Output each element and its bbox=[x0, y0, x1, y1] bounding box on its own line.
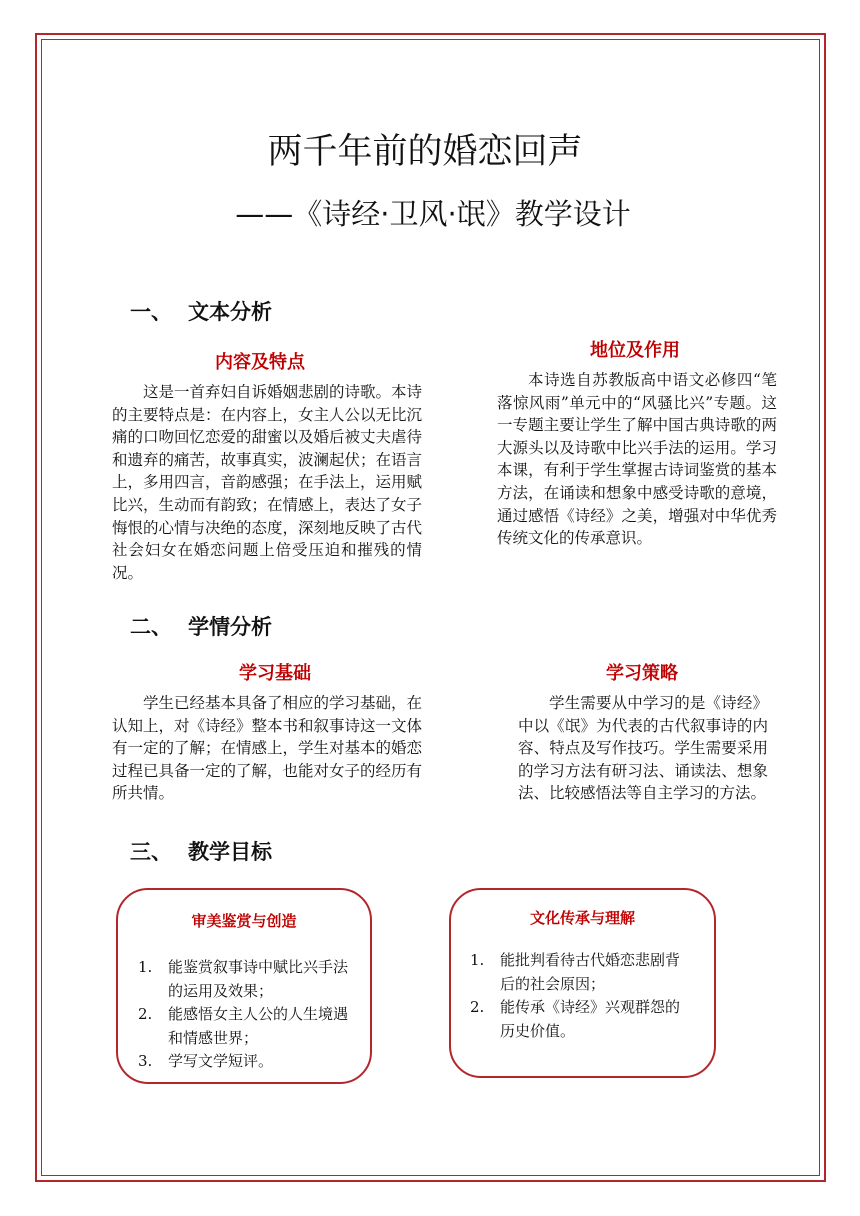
section-label: 文本分析 bbox=[188, 300, 272, 324]
list-item-number: 3. bbox=[138, 1052, 153, 1070]
list-item-number: 2. bbox=[470, 998, 485, 1016]
list-item bbox=[470, 996, 690, 1043]
section-label: 教学目标 bbox=[188, 840, 272, 864]
section-heading-text-analysis bbox=[130, 296, 272, 326]
goal-box-title: 审美鉴赏与创造 bbox=[191, 912, 297, 930]
list-item bbox=[138, 956, 348, 1003]
list-item bbox=[138, 1050, 348, 1074]
list-item-text: 能传承《诗经》兴观群怨的历史价值。 bbox=[500, 998, 681, 1040]
section-number: 三、 bbox=[130, 840, 172, 864]
list-item bbox=[470, 949, 690, 996]
list-item-number: 1. bbox=[138, 958, 153, 976]
list-item-text: 能批判看待古代婚恋悲剧背后的社会原因； bbox=[500, 951, 681, 993]
subheading-status-role: 地位及作用 bbox=[590, 340, 680, 361]
list-item-number: 1. bbox=[470, 951, 485, 969]
paragraph-content-features: 这是一首弃妇自诉婚姻悲剧的诗歌。本诗的主要特点是：在内容上，女主人公以无比沉痛的口吻回忆恋爱的甜蜜以及婚后被丈夫虐待和遗弃的痛苦，故事真实，波澜起伏；在语言上，多用四言，音韵感强；在手法上，运用赋比兴，生动而有韵致；在情感上，表达了女子悔恨的心情与决绝的态度，深刻地反映了古代社会妇女在婚恋问题上倍受压迫和摧残的情况。 bbox=[112, 383, 423, 582]
subheading-content-features: 内容及特点 bbox=[215, 352, 305, 373]
section-number: 二、 bbox=[130, 615, 172, 639]
subheading-learning-strategy: 学习策略 bbox=[606, 663, 678, 684]
list-item-text: 学写文学短评。 bbox=[168, 1052, 274, 1070]
paragraph-status-role: 本诗选自苏教版高中语文必修四“笔落惊风雨”单元中的“风骚比兴”专题。这一专题主要让学生了解中国古典诗歌的两大源头以及诗歌中比兴手法的运用。学习本课，有利于学生掌握古诗词鉴赏的基本方法，在诵读和想象中感受诗歌的意境，通过感悟《诗经》之美，增强对中华优秀传统文化的传承意识。 bbox=[497, 371, 777, 548]
goal-list bbox=[138, 956, 348, 1074]
page-title: 两千年前的婚恋回声 bbox=[267, 132, 583, 172]
list-item-text: 能感悟女主人公的人生境遇和情感世界； bbox=[168, 1005, 349, 1047]
goal-list bbox=[470, 949, 690, 1043]
list-item-number: 2. bbox=[138, 1005, 153, 1023]
section-label: 学情分析 bbox=[188, 615, 272, 639]
paragraph-learning-foundation: 学生已经基本具备了相应的学习基础，在认知上，对《诗经》整本书和叙事诗这一文体有一定的了解；在情感上，学生对基本的婚恋过程已具备一定的了解，也能对女子的经历有所共情。 bbox=[112, 694, 423, 803]
section-heading-teaching-goals bbox=[130, 836, 272, 866]
goal-box-title: 文化传承与理解 bbox=[529, 909, 635, 927]
list-item-text: 能鉴赏叙事诗中赋比兴手法的运用及效果； bbox=[168, 958, 349, 1000]
section-heading-learner-analysis bbox=[130, 611, 272, 641]
subheading-learning-foundation: 学习基础 bbox=[239, 663, 311, 684]
paragraph-learning-strategy: 学生需要从中学习的是《诗经》中以《氓》为代表的古代叙事诗的内容、特点及写作技巧。学生需要采用的学习方法有研习法、诵读法、想象法、比较感悟法等自主学习的方法。 bbox=[518, 694, 768, 803]
goal-box-aesthetic bbox=[116, 888, 372, 1084]
section-number: 一、 bbox=[130, 300, 172, 324]
page-subtitle: ——《诗经·卫风·氓》教学设计 bbox=[235, 197, 631, 231]
goal-box-culture bbox=[449, 888, 716, 1078]
list-item bbox=[138, 1003, 348, 1050]
